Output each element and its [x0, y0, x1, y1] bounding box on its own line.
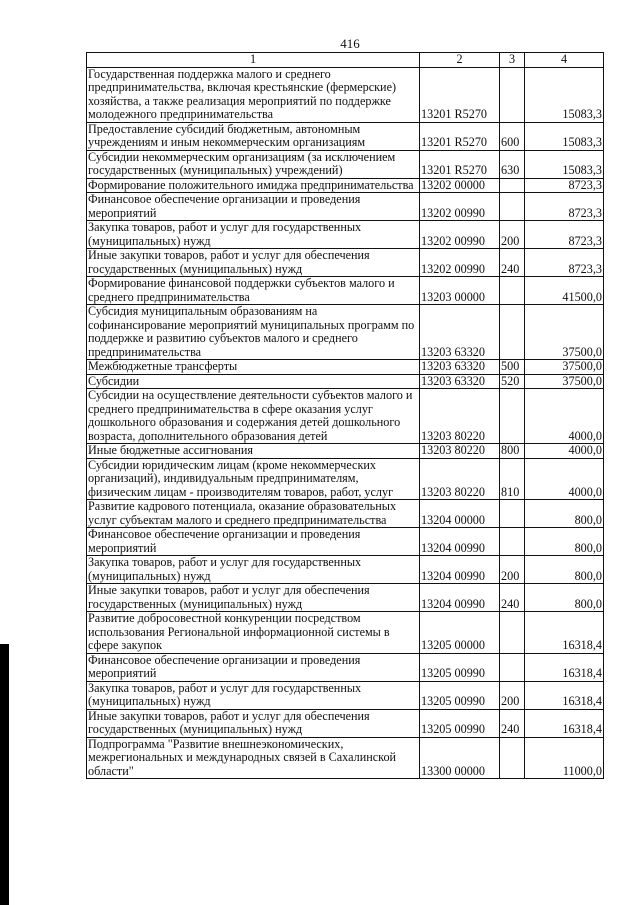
cell-type	[500, 305, 525, 360]
table-row	[87, 150, 604, 178]
cell-name: Субсидии юридическим лицам (кроме некоммерческих организаций), индивидуальным предпринимателям, физическим лицам - производителям товаров, работ, услуг	[87, 458, 420, 500]
cell-name: Субсидии	[87, 374, 420, 389]
cell-sum: 8723,3	[525, 249, 604, 277]
cell-code: 13204 00000	[420, 500, 500, 528]
table-row	[87, 653, 604, 681]
cell-sum: 16318,4	[525, 709, 604, 737]
table-row	[87, 122, 604, 150]
cell-type: 500	[500, 360, 525, 375]
cell-code: 13202 00990	[420, 249, 500, 277]
cell-type	[500, 193, 525, 221]
cell-type	[500, 67, 525, 122]
page-number: 416	[340, 36, 360, 51]
cell-type: 520	[500, 374, 525, 389]
cell-code: 13203 63320	[420, 305, 500, 360]
cell-name: Подпрограмма "Развитие внешнеэкономических, межрегиональных и международных связей в Сахалинской области"	[87, 737, 420, 779]
cell-name: Субсидии некоммерческим организациям (за исключением государственных (муниципальных) учреждений)	[87, 150, 420, 178]
cell-name: Субсидия муниципальным образованиям на софинансирование мероприятий муниципальных программ по поддержке и развитию субъектов малого и среднего предпринимательства	[87, 305, 420, 360]
table-row	[87, 584, 604, 612]
table-row	[87, 500, 604, 528]
cell-code: 13204 00990	[420, 584, 500, 612]
table-body	[87, 67, 604, 779]
cell-name: Иные закупки товаров, работ и услуг для обеспечения государственных (муниципальных) нужд	[87, 709, 420, 737]
cell-type: 240	[500, 249, 525, 277]
cell-type	[500, 653, 525, 681]
cell-sum: 800,0	[525, 556, 604, 584]
cell-name: Формирование финансовой поддержки субъектов малого и среднего предпринимательства	[87, 277, 420, 305]
cell-name: Закупка товаров, работ и услуг для государственных (муниципальных) нужд	[87, 556, 420, 584]
cell-code: 13202 00990	[420, 193, 500, 221]
table-row	[87, 444, 604, 459]
cell-type	[500, 528, 525, 556]
cell-code: 13201 R5270	[420, 122, 500, 150]
cell-name: Развитие добросовестной конкуренции посредством использования Региональной информационной системы в сфере закупок	[87, 612, 420, 654]
cell-sum: 4000,0	[525, 444, 604, 459]
scan-edge-bar	[0, 644, 9, 905]
header-row	[87, 53, 604, 68]
cell-code: 13202 00990	[420, 221, 500, 249]
cell-sum: 4000,0	[525, 458, 604, 500]
cell-code: 13205 00990	[420, 653, 500, 681]
table-row	[87, 458, 604, 500]
cell-type: 810	[500, 458, 525, 500]
cell-code: 13203 80220	[420, 444, 500, 459]
table-row	[87, 528, 604, 556]
cell-name: Финансовое обеспечение организации и проведения мероприятий	[87, 193, 420, 221]
cell-sum: 8723,3	[525, 221, 604, 249]
table-row	[87, 360, 604, 375]
cell-code: 13300 00000	[420, 737, 500, 779]
cell-sum: 16318,4	[525, 612, 604, 654]
table-row	[87, 277, 604, 305]
cell-sum: 800,0	[525, 500, 604, 528]
cell-type	[500, 277, 525, 305]
cell-code: 13205 00000	[420, 612, 500, 654]
cell-name: Межбюджетные трансферты	[87, 360, 420, 375]
cell-code: 13203 00000	[420, 277, 500, 305]
cell-code: 13203 80220	[420, 389, 500, 444]
cell-name: Иные бюджетные ассигнования	[87, 444, 420, 459]
cell-sum: 8723,3	[525, 178, 604, 193]
cell-name: Субсидии на осуществление деятельности субъектов малого и среднего предпринимательства в сфере оказания услуг дошкольного образования и содержания детей дошкольного возраста, дополнительного образования детей	[87, 389, 420, 444]
cell-sum: 4000,0	[525, 389, 604, 444]
cell-name: Иные закупки товаров, работ и услуг для обеспечения государственных (муниципальных) нужд	[87, 249, 420, 277]
cell-code: 13204 00990	[420, 528, 500, 556]
cell-code: 13204 00990	[420, 556, 500, 584]
cell-code: 13201 R5270	[420, 67, 500, 122]
cell-name: Финансовое обеспечение организации и проведения мероприятий	[87, 653, 420, 681]
cell-code: 13203 80220	[420, 458, 500, 500]
cell-sum: 15083,3	[525, 150, 604, 178]
cell-name: Закупка товаров, работ и услуг для государственных (муниципальных) нужд	[87, 221, 420, 249]
cell-name: Формирование положительного имиджа предпринимательства	[87, 178, 420, 193]
cell-name: Государственная поддержка малого и среднего предпринимательства, включая крестьянские (фермерские) хозяйства, а также реализация мероприятий по поддержке молодежного предпринимательства	[87, 67, 420, 122]
cell-type: 240	[500, 709, 525, 737]
table-row	[87, 249, 604, 277]
cell-sum: 37500,0	[525, 305, 604, 360]
cell-sum: 800,0	[525, 584, 604, 612]
cell-type: 200	[500, 556, 525, 584]
cell-type	[500, 178, 525, 193]
cell-type: 200	[500, 221, 525, 249]
header-col-name: 1	[87, 53, 420, 68]
cell-name: Развитие кадрового потенциала, оказание образовательных услуг субъектам малого и среднего предпринимательства	[87, 500, 420, 528]
cell-type: 630	[500, 150, 525, 178]
cell-code: 13202 00000	[420, 178, 500, 193]
header-col-code: 2	[420, 53, 500, 68]
cell-type: 200	[500, 681, 525, 709]
cell-code: 13201 R5270	[420, 150, 500, 178]
cell-sum: 15083,3	[525, 67, 604, 122]
table-row	[87, 305, 604, 360]
cell-type	[500, 389, 525, 444]
table-row	[87, 374, 604, 389]
cell-type: 600	[500, 122, 525, 150]
table-row	[87, 737, 604, 779]
cell-code: 13205 00990	[420, 681, 500, 709]
cell-sum: 37500,0	[525, 360, 604, 375]
table-row	[87, 556, 604, 584]
cell-type	[500, 737, 525, 779]
cell-sum: 11000,0	[525, 737, 604, 779]
table-header	[87, 53, 604, 68]
table-row	[87, 709, 604, 737]
table-row	[87, 178, 604, 193]
cell-name: Закупка товаров, работ и услуг для государственных (муниципальных) нужд	[87, 681, 420, 709]
cell-code: 13203 63320	[420, 374, 500, 389]
cell-name: Финансовое обеспечение организации и проведения мероприятий	[87, 528, 420, 556]
table-row	[87, 67, 604, 122]
cell-type: 240	[500, 584, 525, 612]
table-row	[87, 612, 604, 654]
cell-code: 13205 00990	[420, 709, 500, 737]
cell-sum: 16318,4	[525, 681, 604, 709]
table-row	[87, 221, 604, 249]
table-row	[87, 389, 604, 444]
cell-sum: 16318,4	[525, 653, 604, 681]
table-row	[87, 193, 604, 221]
cell-sum: 800,0	[525, 528, 604, 556]
cell-name: Иные закупки товаров, работ и услуг для обеспечения государственных (муниципальных) нужд	[87, 584, 420, 612]
cell-name: Предоставление субсидий бюджетным, автономным учреждениям и иным некоммерческим организациям	[87, 122, 420, 150]
cell-code: 13203 63320	[420, 360, 500, 375]
cell-type	[500, 612, 525, 654]
cell-type	[500, 500, 525, 528]
budget-table	[86, 52, 604, 779]
cell-sum: 37500,0	[525, 374, 604, 389]
header-col-sum: 4	[525, 53, 604, 68]
cell-sum: 15083,3	[525, 122, 604, 150]
table-row	[87, 681, 604, 709]
header-col-type: 3	[500, 53, 525, 68]
cell-sum: 41500,0	[525, 277, 604, 305]
cell-type: 800	[500, 444, 525, 459]
cell-sum: 8723,3	[525, 193, 604, 221]
